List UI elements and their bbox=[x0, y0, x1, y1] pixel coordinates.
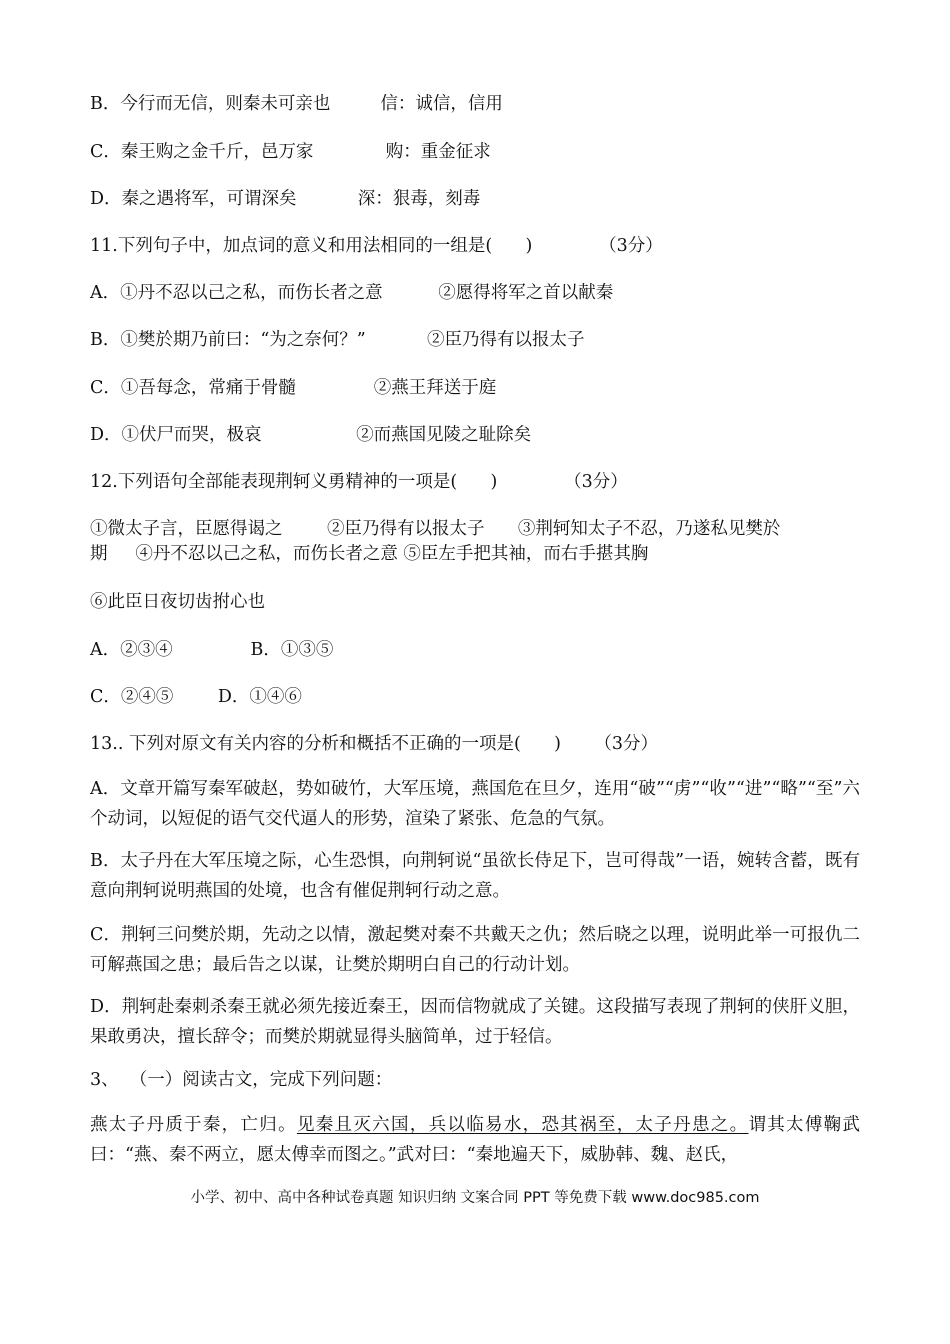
q11-option-c: C．①吾每念，常痛于骨髓 ②燕王拜送于庭 bbox=[90, 378, 497, 398]
q10-option-c: C．秦王购之金千斤，邑万家 购：重金征求 bbox=[90, 142, 491, 162]
q11-option-b: B．①樊於期乃前曰：“为之奈何？” ②臣乃得有以报太子 bbox=[90, 330, 585, 350]
q12-items-line-1: ①微太子言，臣愿得谒之 ②臣乃得有以报太子 ③荆轲知太子不忍，乃遂私见樊於 bbox=[90, 519, 781, 539]
q12-stem: 12.下列语句全部能表现荆轲义勇精神的一项是( ) （3分） bbox=[90, 472, 628, 492]
page-footer: 小学、初中、高中各种试卷真题 知识归纳 文案合同 PPT 等免费下载 www.doc985.com bbox=[190, 1190, 760, 1206]
q13-option-a: A．文章开篇写秦军破赵，势如破竹，大军压境，燕国危在旦夕，连用“破”“虏”“收”“进”“略”“至”六个动词，以短促的语气交代逼人的形势，渲染了紧张、危急的气氛。 bbox=[90, 779, 860, 829]
passage-text-start: 燕太子丹质于秦，亡归。 bbox=[90, 1115, 297, 1135]
q11-option-a: A．①丹不忍以己之私，而伤长者之意 ②愿得将军之首以献秦 bbox=[90, 283, 614, 303]
passage-text-end: 谓其太傅鞠武曰：“燕、秦不两立，愿太傅幸而图之。”武对曰：“秦地遍天下，威胁韩、魏、赵氏， bbox=[90, 1115, 860, 1165]
q13-option-c: C．荆轲三问樊於期，先动之以情，激起樊对秦不共戴天之仇；然后晓之以理，说明此举一可报仇二可解燕国之患；最后告之以谋，让樊於期明白自己的行动计划。 bbox=[90, 925, 860, 975]
q12-options-ab: A．②③④ B．①③⑤ bbox=[90, 640, 334, 660]
q11-stem: 11.下列句子中，加点词的意义和用法相同的一组是( ) （3分） bbox=[90, 236, 663, 256]
q13-stem: 13.. 下列对原文有关内容的分析和概括不正确的一项是( ) （3分） bbox=[90, 734, 658, 754]
q12-items-line-3: ⑥此臣日夜切齿拊心也 bbox=[90, 592, 265, 612]
q10-option-d: D．秦之遇将军，可谓深矣 深：狠毒，刻毒 bbox=[90, 189, 481, 209]
q12-items-line-2: 期 ④丹不忍以己之私，而伤长者之意 ⑤臣左手把其袖，而右手揕其胸 bbox=[90, 544, 649, 564]
q10-option-b: B．今行而无信，则秦未可亲也 信：诚信，信用 bbox=[90, 94, 503, 114]
q13-option-d: D．荆轲赴秦刺杀秦王就必须先接近秦王，因而信物就成了关键。这段描写表现了荆轲的侠肝义胆，果敢勇决，擅长辞令；而樊於期就显得头脑简单，过于轻信。 bbox=[90, 997, 860, 1047]
q12-options-cd: C．②④⑤ D．①④⑥ bbox=[90, 687, 302, 707]
q13-option-b: B．太子丹在大军压境之际，心生恐惧，向荆轲说“虽欲长侍足下，岂可得哉”一语，婉转含蓄，既有意向荆轲说明燕国的处境，也含有催促荆轲行动之意。 bbox=[90, 851, 860, 901]
section3-heading: 3、 （一）阅读古文，完成下列问题： bbox=[90, 1070, 393, 1090]
section3-passage bbox=[90, 1110, 860, 1170]
passage-underlined-sentence: 见秦且灭六国，兵以临易水，恐其祸至，太子丹患之。 bbox=[296, 1115, 749, 1135]
q11-option-d: D．①伏尸而哭，极哀 ②而燕国见陵之耻除矣 bbox=[90, 425, 532, 445]
